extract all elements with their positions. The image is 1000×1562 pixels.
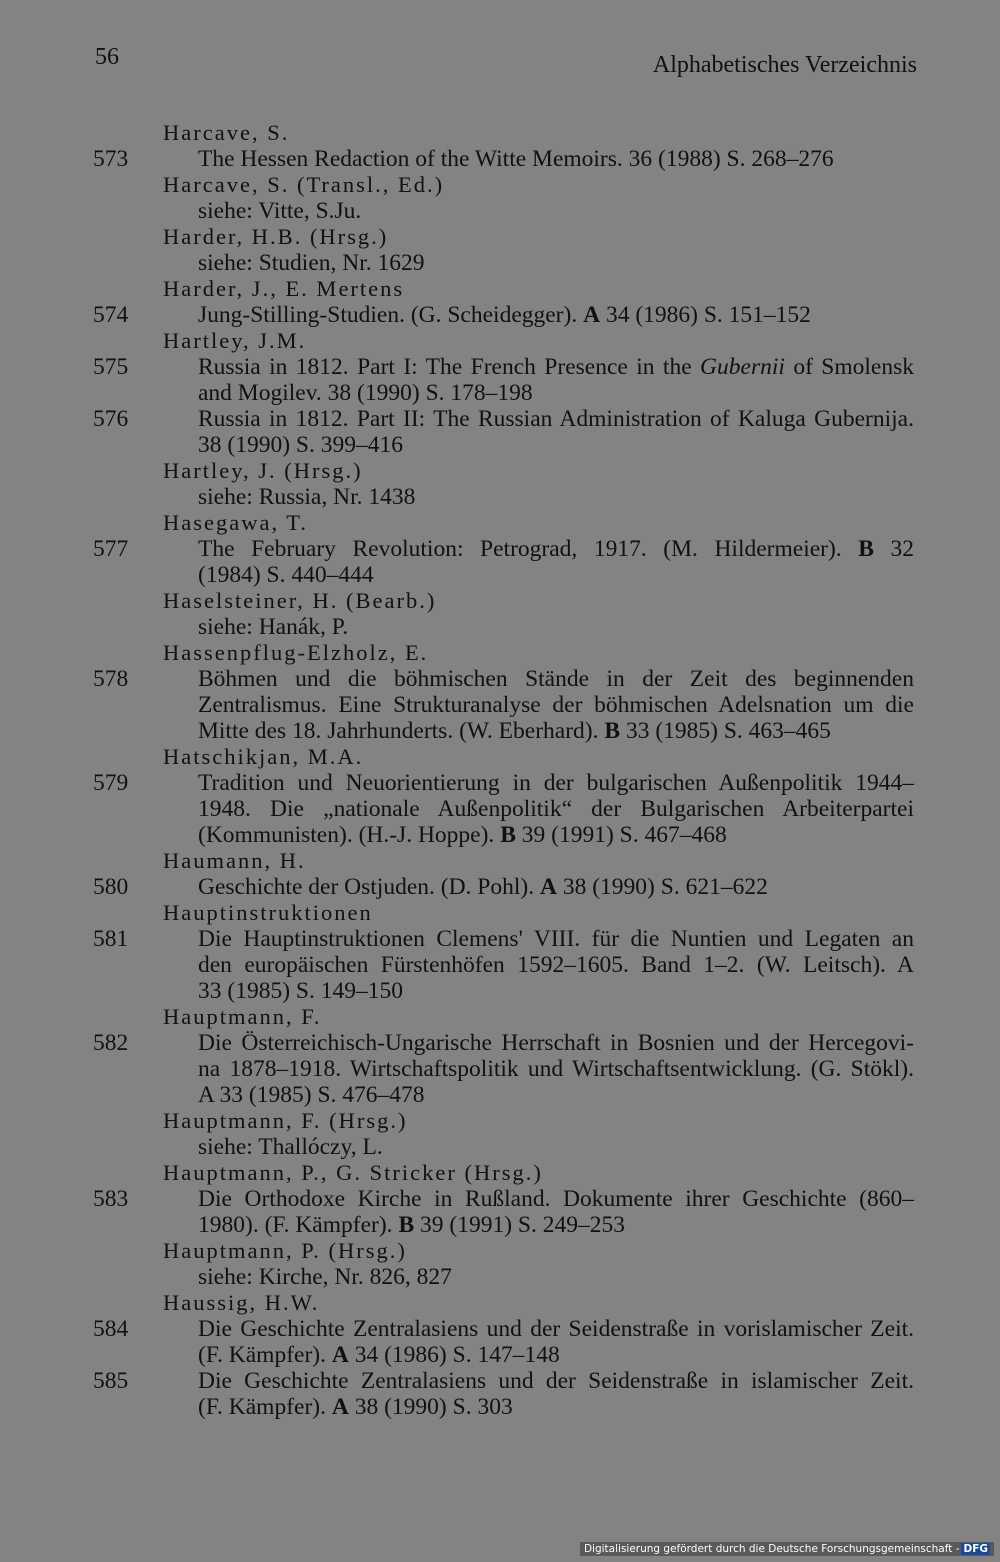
index-entries <box>90 120 920 1420</box>
entry-continuation: siehe: Hanák, P. <box>198 614 349 640</box>
entry-title: Die Hauptinstruktionen Clemens' VIII. für die Nuntien und Legaten an <box>198 926 914 952</box>
author-heading <box>90 510 920 536</box>
digitization-footer <box>580 1542 994 1556</box>
index-line <box>90 822 920 848</box>
author-heading <box>90 744 920 770</box>
entry-continuation: A 33 (1985) S. 476–478 <box>198 1082 425 1108</box>
index-line <box>90 1134 920 1160</box>
index-line <box>90 484 920 510</box>
entry-title: Die Orthodoxe Kirche in Rußland. Dokumente ihrer Geschichte (860– <box>198 1186 914 1212</box>
author-heading <box>90 640 920 666</box>
author-name: Haussig, H.W. <box>163 1290 320 1315</box>
author-name: Hauptmann, P., G. Stricker (Hrsg.) <box>163 1160 543 1185</box>
entry-continuation: and Mogilev. 38 (1990) S. 178–198 <box>198 380 533 406</box>
index-line <box>90 1030 920 1056</box>
index-line <box>90 354 920 380</box>
author-heading <box>90 1004 920 1030</box>
entry-continuation: 33 (1985) S. 149–150 <box>198 978 403 1004</box>
entry-number: 580 <box>93 874 129 900</box>
dfg-logo: DFG <box>963 1543 988 1555</box>
entry-number: 585 <box>93 1368 129 1394</box>
entry-continuation: Zentralismus. Eine Strukturanalyse der böhmischen Adelsnation um die <box>198 692 914 718</box>
entry-continuation: Mitte des 18. Jahrhunderts. (W. Eberhard). B 33 (1985) S. 463–465 <box>198 718 831 744</box>
entry-continuation: (F. Kämpfer). A 34 (1986) S. 147–148 <box>198 1342 560 1368</box>
entry-continuation: na 1878–1918. Wirtschaftspolitik und Wirtschaftsentwicklung. (G. Stökl). <box>198 1056 914 1082</box>
author-heading <box>90 1108 920 1134</box>
author-heading <box>90 900 920 926</box>
index-line <box>90 692 920 718</box>
author-name: Hauptmann, P. (Hrsg.) <box>163 1238 407 1263</box>
author-name: Haselsteiner, H. (Bearb.) <box>163 588 437 613</box>
index-line <box>90 1082 920 1108</box>
author-name: Hauptinstruktionen <box>163 900 373 925</box>
entry-title: Russia in 1812. Part II: The Russian Administration of Kaluga Gubernija. <box>198 406 914 432</box>
author-name: Hartley, J.M. <box>163 328 307 353</box>
index-line <box>90 1186 920 1212</box>
author-name: Harder, J., E. Mertens <box>163 276 405 301</box>
author-name: Hassenpflug-Elzholz, E. <box>163 640 429 665</box>
index-line <box>90 978 920 1004</box>
entry-continuation: 38 (1990) S. 399–416 <box>198 432 403 458</box>
entry-title: Tradition und Neuorientierung in der bulgarischen Außenpolitik 1944– <box>198 770 914 796</box>
index-line <box>90 1394 920 1420</box>
entry-number: 577 <box>93 536 129 562</box>
entry-number: 573 <box>93 146 129 172</box>
entry-title: Die Österreichisch-Ungarische Herrschaft in Bosnien und der Hercegovi- <box>198 1030 914 1056</box>
entry-number: 578 <box>93 666 129 692</box>
entry-continuation: (Kommunisten). (H.-J. Hoppe). B 39 (1991) S. 467–468 <box>198 822 727 848</box>
index-line <box>90 250 920 276</box>
author-name: Harcave, S. (Transl., Ed.) <box>163 172 445 197</box>
index-line <box>90 406 920 432</box>
entry-number: 576 <box>93 406 129 432</box>
author-name: Hartley, J. (Hrsg.) <box>163 458 363 483</box>
footer-text: Digitalisierung gefördert durch die Deutsche Forschungsgemeinschaft - <box>583 1543 960 1555</box>
index-line <box>90 432 920 458</box>
entry-continuation: 1948. Die „nationale Außenpolitik“ der Bulgarischen Arbeiterpartei <box>198 796 914 822</box>
author-heading <box>90 276 920 302</box>
index-line <box>90 1212 920 1238</box>
entry-title: Die Geschichte Zentralasiens und der Seidenstraße in vorislamischer Zeit. <box>198 1316 914 1342</box>
entry-title: Böhmen und die böhmischen Stände in der Zeit des beginnenden <box>198 666 914 692</box>
author-heading <box>90 1238 920 1264</box>
author-name: Hasegawa, T. <box>163 510 308 535</box>
index-line <box>90 926 920 952</box>
index-line <box>90 874 920 900</box>
entry-number: 581 <box>93 926 129 952</box>
entry-continuation: siehe: Russia, Nr. 1438 <box>198 484 416 510</box>
author-heading <box>90 1160 920 1186</box>
entry-continuation: siehe: Kirche, Nr. 826, 827 <box>198 1264 452 1290</box>
author-name: Hauptmann, F. (Hrsg.) <box>163 1108 408 1133</box>
entry-title: Geschichte der Ostjuden. (D. Pohl). A 38 (1990) S. 621–622 <box>198 874 768 900</box>
entry-title: Die Geschichte Zentralasiens und der Seidenstraße in islamischer Zeit. <box>198 1368 914 1394</box>
index-line <box>90 1316 920 1342</box>
entry-continuation: 1980). (F. Kämpfer). B 39 (1991) S. 249–253 <box>198 1212 625 1238</box>
index-line <box>90 1342 920 1368</box>
entry-number: 584 <box>93 1316 129 1342</box>
author-heading <box>90 328 920 354</box>
author-heading <box>90 172 920 198</box>
entry-continuation: (F. Kämpfer). A 38 (1990) S. 303 <box>198 1394 513 1420</box>
index-line <box>90 536 920 562</box>
author-heading <box>90 848 920 874</box>
author-heading <box>90 224 920 250</box>
index-line <box>90 562 920 588</box>
entry-number: 579 <box>93 770 129 796</box>
author-heading <box>90 120 920 146</box>
entry-number: 575 <box>93 354 129 380</box>
index-line <box>90 380 920 406</box>
index-line <box>90 146 920 172</box>
author-heading <box>90 1290 920 1316</box>
entry-continuation: siehe: Vitte, S.Ju. <box>198 198 362 224</box>
index-line <box>90 796 920 822</box>
entry-continuation: siehe: Thallóczy, L. <box>198 1134 383 1160</box>
running-title: Alphabetisches Verzeichnis <box>652 52 917 78</box>
index-line <box>90 198 920 224</box>
entry-number: 583 <box>93 1186 129 1212</box>
entry-continuation: siehe: Studien, Nr. 1629 <box>198 250 425 276</box>
author-heading <box>90 458 920 484</box>
index-line <box>90 718 920 744</box>
index-line <box>90 952 920 978</box>
index-line <box>90 614 920 640</box>
index-line <box>90 1264 920 1290</box>
author-heading <box>90 588 920 614</box>
page-number: 56 <box>95 44 119 70</box>
entry-title: The February Revolution: Petrograd, 1917. (M. Hildermeier). B 32 <box>198 536 915 562</box>
index-line <box>90 1368 920 1394</box>
author-name: Harder, H.B. (Hrsg.) <box>163 224 389 249</box>
index-line <box>90 1056 920 1082</box>
index-line <box>90 770 920 796</box>
index-line <box>90 666 920 692</box>
author-name: Haumann, H. <box>163 848 306 873</box>
entry-continuation: (1984) S. 440–444 <box>198 562 374 588</box>
entry-continuation: den europäischen Fürstenhöfen 1592–1605. Band 1–2. (W. Leitsch). A <box>198 952 914 978</box>
author-name: Hauptmann, F. <box>163 1004 322 1029</box>
author-name: Harcave, S. <box>163 120 290 145</box>
entry-title: Jung-Stilling-Studien. (G. Scheidegger). A 34 (1986) S. 151–152 <box>198 302 811 328</box>
author-name: Hatschikjan, M.A. <box>163 744 364 769</box>
entry-number: 574 <box>93 302 129 328</box>
entry-title: The Hessen Redaction of the Witte Memoirs. 36 (1988) S. 268–276 <box>198 146 834 172</box>
entry-number: 582 <box>93 1030 129 1056</box>
entry-title: Russia in 1812. Part I: The French Presence in the Gubernii of Smolensk <box>198 354 915 380</box>
index-line <box>90 302 920 328</box>
